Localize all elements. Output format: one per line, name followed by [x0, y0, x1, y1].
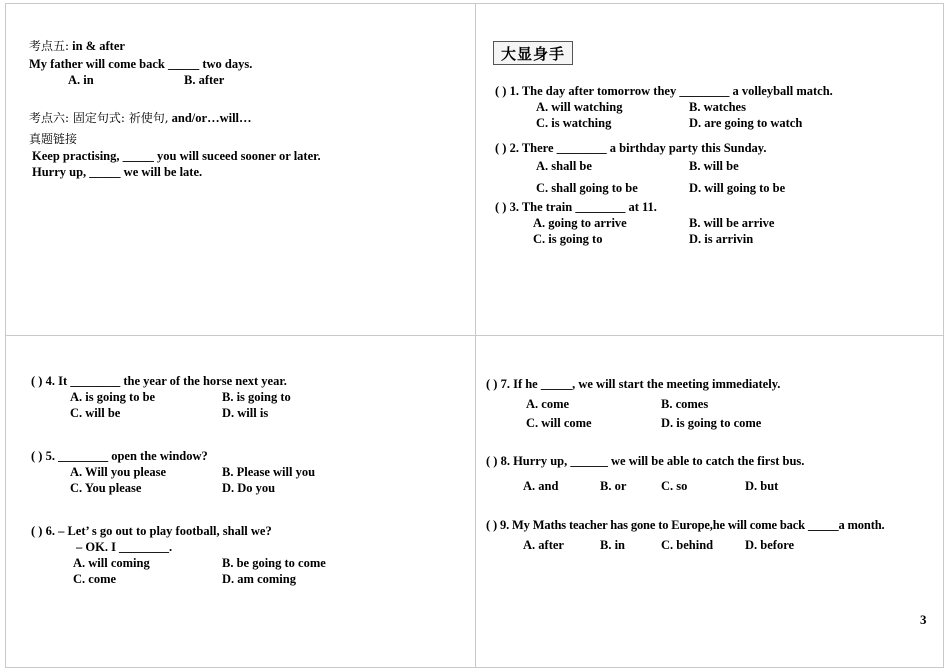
question-5-option-c: C. You please [70, 481, 142, 495]
question-6-option-b: B. be going to come [222, 556, 326, 570]
question-1-option-d: D. are going to watch [689, 116, 803, 130]
horizontal-divider [5, 335, 944, 336]
point5-title [29, 38, 125, 54]
question-2-option-d: D. will going to be [689, 181, 786, 195]
section-heading: 大显身手 [493, 41, 573, 65]
point5-sentence: My father will come back _____ two days. [29, 57, 253, 71]
question-4-option-a: A. is going to be [70, 390, 156, 404]
question-2-option-c: C. shall going to be [536, 181, 638, 195]
question-3-option-b: B. will be arrive [689, 216, 775, 230]
question-3-option-a: A. going to arrive [533, 216, 627, 230]
question-7-option-c: C. will come [526, 416, 592, 430]
question-9-option-d: D. before [745, 538, 795, 552]
question-5-stem: ( ) 5. ________ open the window? [31, 449, 208, 463]
question-7-option-b: B. comes [661, 397, 709, 411]
question-7-option-d: D. is going to come [661, 416, 762, 430]
point5-option-b: B. after [184, 73, 225, 87]
question-9-option-a: A. after [523, 538, 564, 552]
question-2-option-a: A. shall be [536, 159, 592, 173]
question-7-stem: ( ) 7. If he _____, we will start the meeting immediately. [486, 377, 781, 391]
question-1-option-c: C. is watching [536, 116, 612, 130]
point5-title-en: in & after [72, 39, 125, 53]
question-2-stem: ( ) 2. There ________ a birthday party this Sunday. [495, 141, 767, 155]
question-6-reply: – OK. I ________. [76, 540, 173, 554]
question-6-option-a: A. will coming [73, 556, 150, 570]
question-6-stem: ( ) 6. – Let’ s go out to play football, shall we? [31, 524, 272, 538]
link-sentence-1: Keep practising, _____ you will suceed sooner or later. [32, 149, 321, 163]
question-5-option-a: A. Will you please [70, 465, 167, 479]
question-9-option-c: C. behind [661, 538, 714, 552]
point5-title-cn: 考点五: [29, 39, 70, 53]
question-1-option-b: B. watches [689, 100, 746, 114]
question-1-option-a: A. will watching [536, 100, 623, 114]
question-7-option-a: A. come [526, 397, 570, 411]
point5-option-a: A. in [68, 73, 94, 87]
question-9-stem: ( ) 9. My Maths teacher has gone to Europe,he will come back _____a month. [486, 518, 885, 532]
question-8-stem: ( ) 8. Hurry up, ______ we will be able to catch the first bus. [486, 454, 805, 468]
question-6-option-d: D. am coming [222, 572, 296, 586]
question-5-option-b: B. Please will you [222, 465, 316, 479]
question-4-option-d: D. will is [222, 406, 269, 420]
link-title: 真题链接 [29, 132, 78, 146]
question-8-option-b: B. or [600, 479, 627, 493]
question-3-option-d: D. is arrivin [689, 232, 754, 246]
question-9-option-b: B. in [600, 538, 626, 552]
page-number: 3 [920, 612, 927, 627]
question-4-option-c: C. will be [70, 406, 121, 420]
question-6-option-c: C. come [73, 572, 117, 586]
point6-title [29, 110, 252, 126]
question-5-option-d: D. Do you [222, 481, 276, 495]
question-2-option-b: B. will be [689, 159, 739, 173]
link-sentence-2: Hurry up, _____ we will be late. [32, 165, 203, 179]
question-3-stem: ( ) 3. The train ________ at 11. [495, 200, 657, 214]
question-3-option-c: C. is going to [533, 232, 603, 246]
question-4-option-b: B. is going to [222, 390, 291, 404]
question-8-option-d: D. but [745, 479, 779, 493]
question-1-stem: ( ) 1. The day after tomorrow they ________ a volleyball match. [495, 84, 833, 98]
point6-title-cn: 考点六: 固定句式: 祈使句, [29, 111, 169, 125]
question-8-option-a: A. and [523, 479, 559, 493]
question-4-stem: ( ) 4. It ________ the year of the horse next year. [31, 374, 287, 388]
question-8-option-c: C. so [661, 479, 688, 493]
point6-title-en: and/or…will… [171, 111, 252, 125]
